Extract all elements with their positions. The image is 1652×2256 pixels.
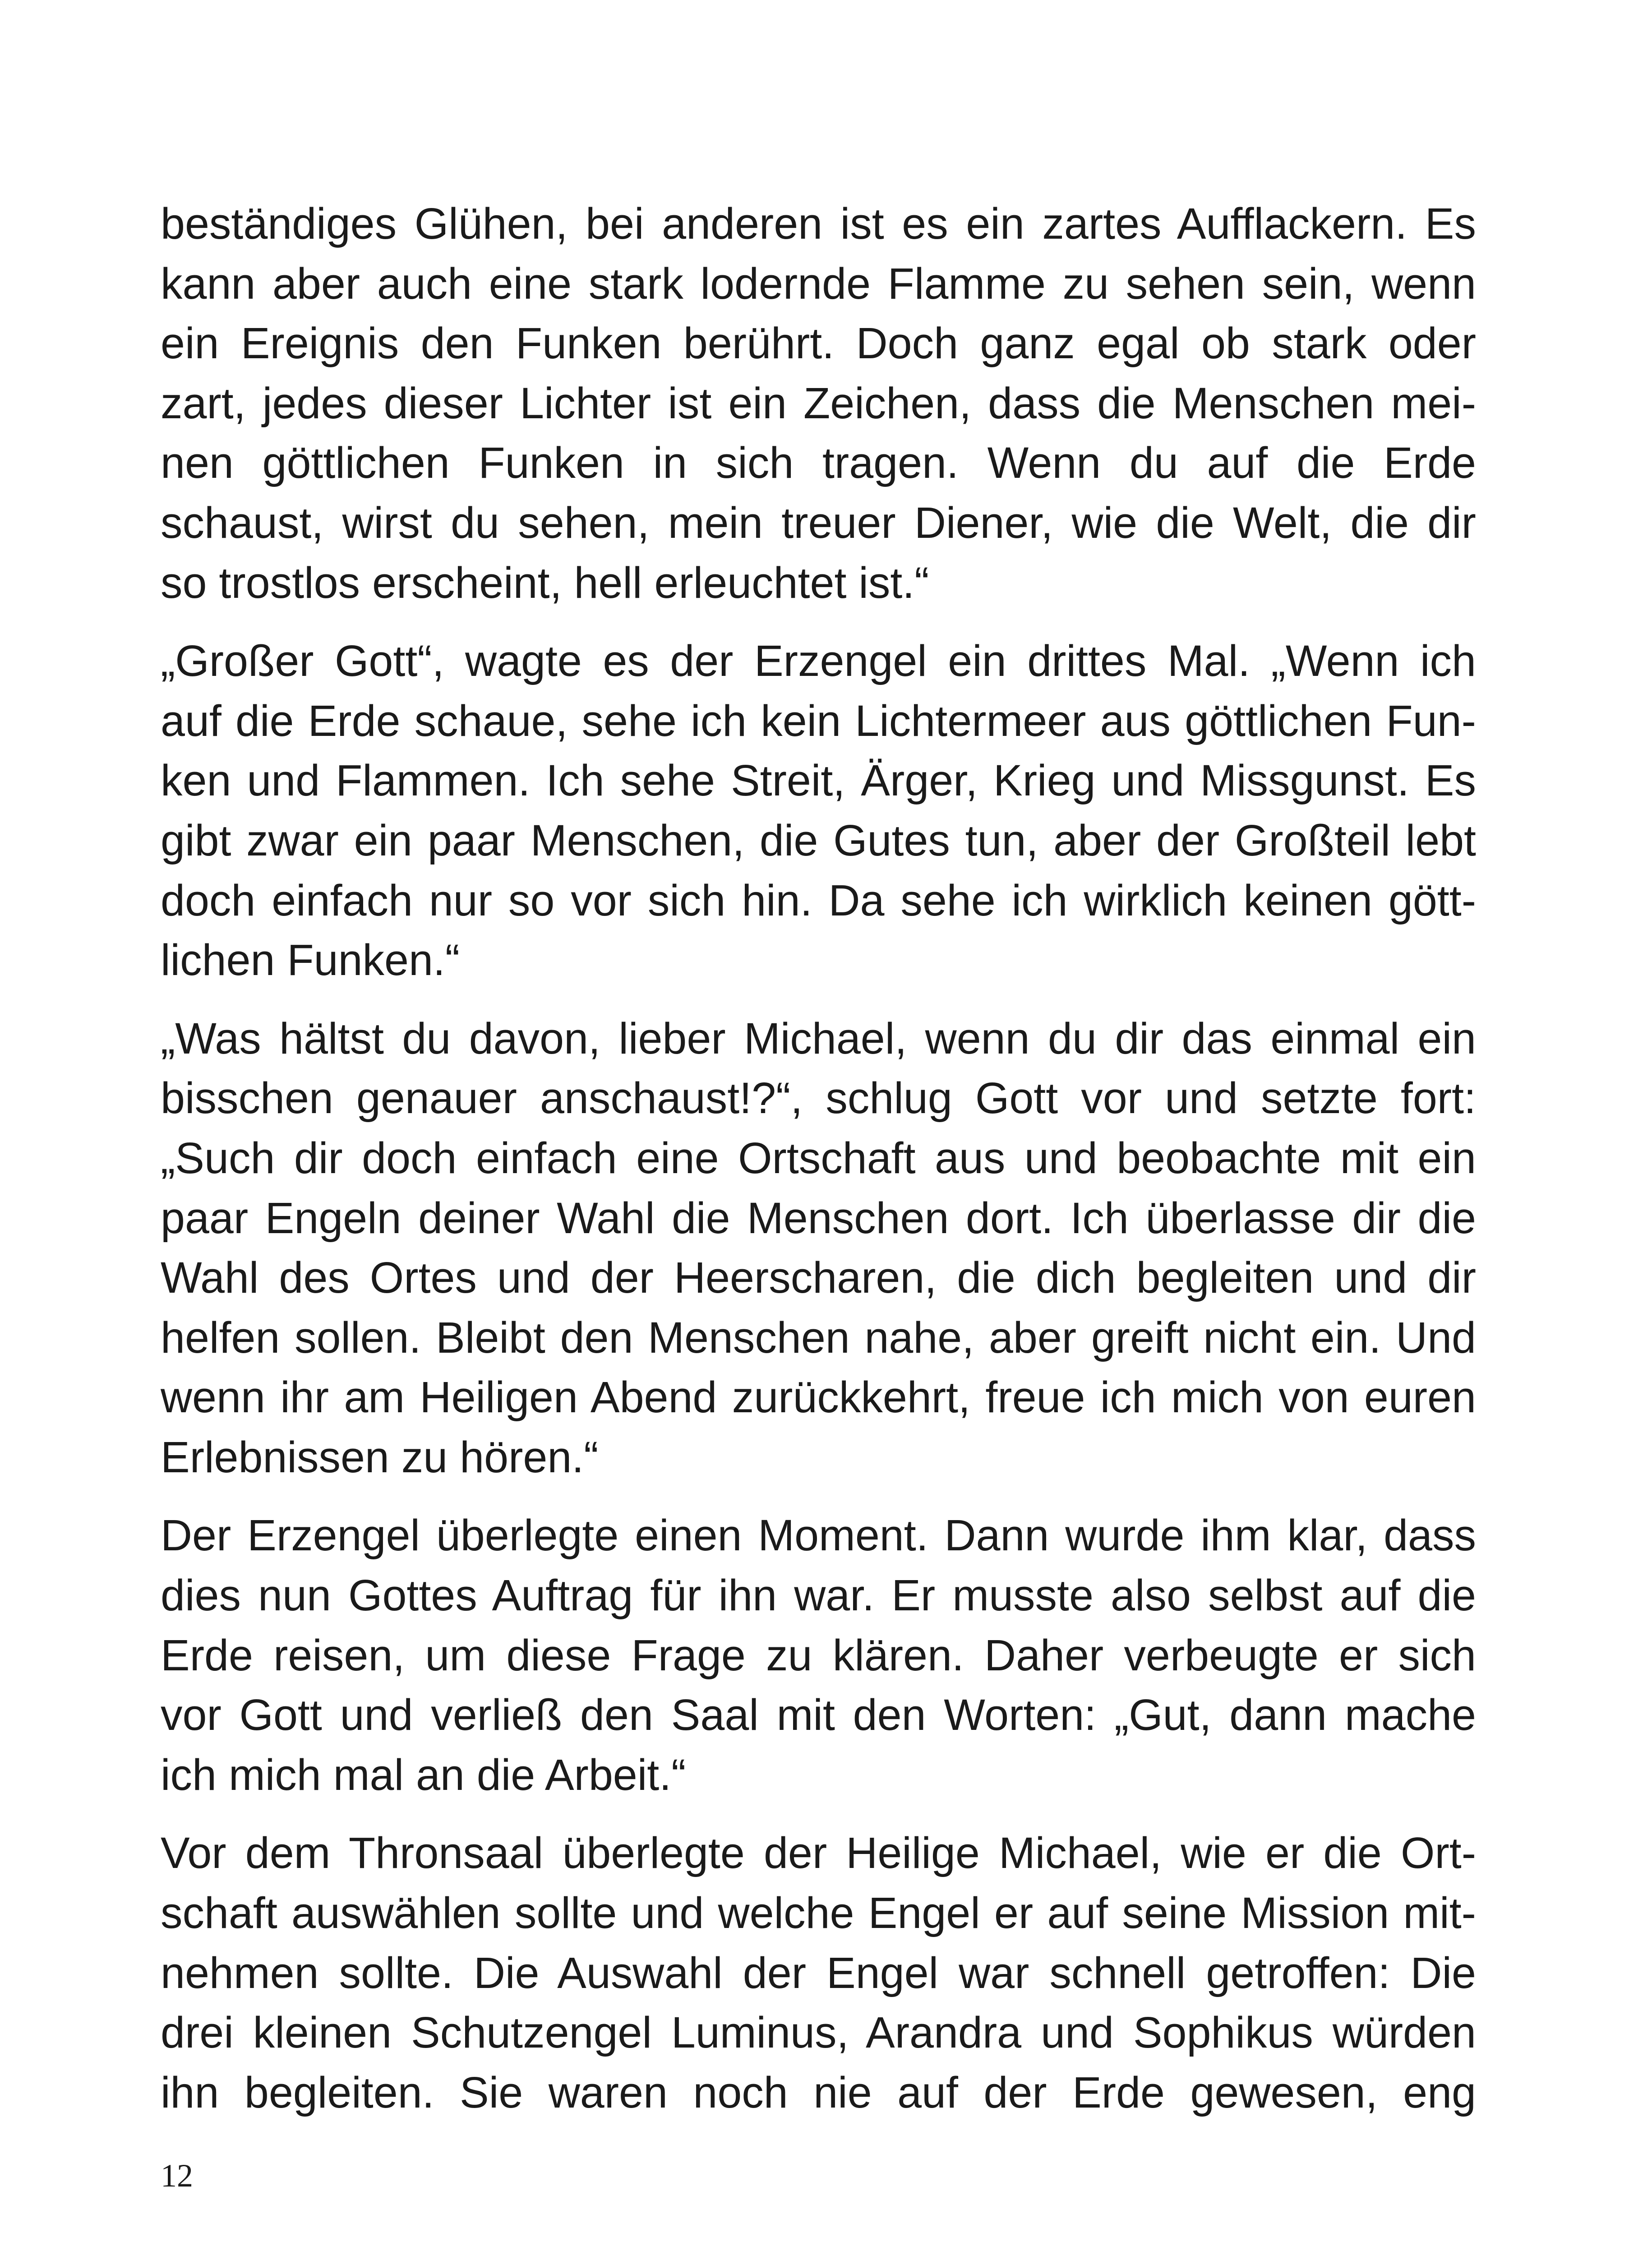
text-line: doch einfach nur so vor sich hin. Da sehe ich wirklich keinen gött- [161, 875, 1476, 925]
text-line: Wahl des Ortes und der Heerscharen, die dich begleiten und dir [161, 1253, 1476, 1303]
paragraph-2 [161, 631, 1476, 990]
text-line: kann aber auch eine stark lodernde Flamme zu sehen sein, wenn [161, 259, 1476, 308]
text-line: wenn ihr am Heiligen Abend zurückkehrt, freue ich mich von euren [161, 1373, 1476, 1422]
text-line: Vor dem Thronsaal überlegte der Heilige Michael, wie er die Ort- [161, 1828, 1476, 1878]
paragraph-1 [161, 194, 1476, 613]
text-line: auf die Erde schaue, sehe ich kein Lichtermeer aus göttlichen Fun- [161, 696, 1476, 745]
body-text [161, 194, 1476, 2141]
text-line: ein Ereignis den Funken berührt. Doch ganz egal ob stark oder [161, 319, 1476, 368]
text-line: schaust, wirst du sehen, mein treuer Diener, wie die Welt, die dir [161, 498, 1476, 547]
page-number: 12 [161, 2158, 193, 2194]
text-line: drei kleinen Schutzengel Luminus, Arandra und Sophikus würden [161, 2008, 1476, 2057]
text-line: helfen sollen. Bleibt den Menschen nahe, aber greift nicht ein. Und [161, 1313, 1476, 1362]
text-line: paar Engeln deiner Wahl die Menschen dort. Ich überlasse dir die [161, 1193, 1476, 1243]
text-line: so trostlos erscheint, hell erleuchtet ist.“ [161, 558, 929, 607]
text-line: bisschen genauer anschaust!?“, schlug Gott vor und setzte fort: [161, 1073, 1476, 1123]
text-line: nehmen sollte. Die Auswahl der Engel war schnell getroffen: Die [161, 1948, 1476, 1997]
text-line: „Such dir doch einfach eine Ortschaft aus und beobachte mit ein [161, 1133, 1476, 1183]
text-line: nen göttlichen Funken in sich tragen. Wenn du auf die Erde [161, 438, 1476, 488]
text-line: ken und Flammen. Ich sehe Streit, Ärger, Krieg und Missgunst. Es [161, 756, 1476, 805]
paragraph-3 [161, 1009, 1476, 1488]
text-line: Erlebnissen zu hören.“ [161, 1432, 599, 1482]
paragraph-5 [161, 1823, 1476, 2122]
text-line: Der Erzengel überlegte einen Moment. Dann wurde ihm klar, dass [161, 1511, 1476, 1560]
text-line: gibt zwar ein paar Menschen, die Gutes tun, aber der Großteil lebt [161, 815, 1476, 865]
text-line: zart, jedes dieser Lichter ist ein Zeichen, dass die Menschen mei- [161, 378, 1476, 428]
text-line: Erde reisen, um diese Frage zu klären. Daher verbeugte er sich [161, 1630, 1476, 1680]
text-line: beständiges Glühen, bei anderen ist es ein zartes Aufflackern. Es [161, 199, 1476, 248]
text-line: schaft auswählen sollte und welche Engel er auf seine Mission mit- [161, 1888, 1476, 1938]
text-line: ihn begleiten. Sie waren noch nie auf der Erde gewesen, eng [161, 2067, 1476, 2117]
text-line: vor Gott und verließ den Saal mit den Worten: „Gut, dann mache [161, 1690, 1476, 1740]
text-line: lichen Funken.“ [161, 935, 460, 985]
paragraph-4 [161, 1506, 1476, 1805]
text-line: „Großer Gott“, wagte es der Erzengel ein drittes Mal. „Wenn ich [161, 636, 1476, 686]
text-line: ich mich mal an die Arbeit.“ [161, 1750, 686, 1799]
text-line: „Was hältst du davon, lieber Michael, wenn du dir das einmal ein [161, 1013, 1476, 1063]
text-line: dies nun Gottes Auftrag für ihn war. Er musste also selbst auf die [161, 1571, 1476, 1620]
